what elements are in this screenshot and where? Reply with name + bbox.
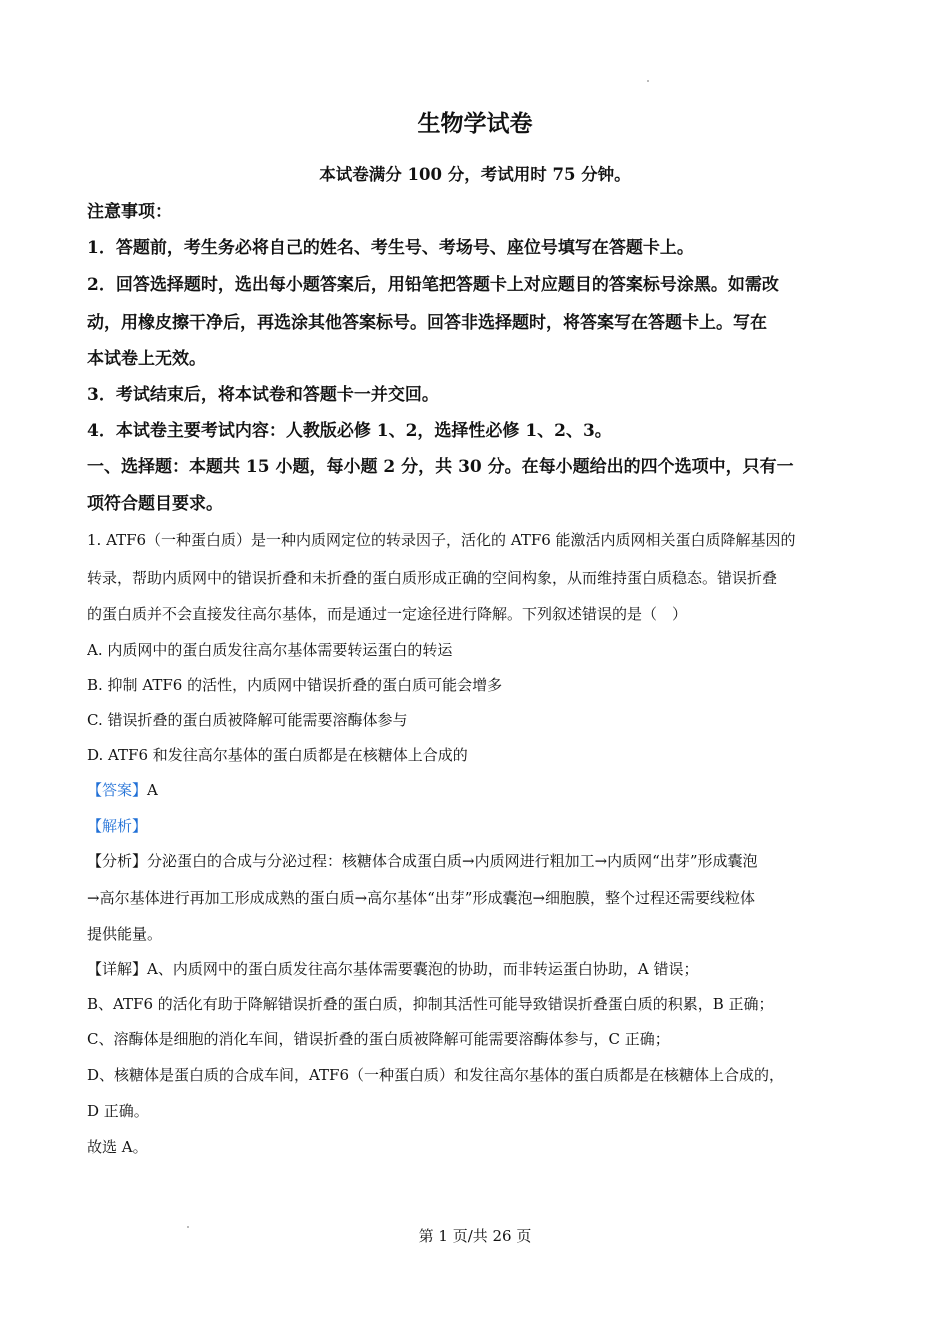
fenxi-line-2: →高尔基体进行再加工形成成熟的蛋白质→高尔基体“出芽”形成囊泡→细胞膜，整个过程还需要线粒体 xyxy=(87,889,756,907)
xiangjie-line-d1: D、核糖体是蛋白质的合成车间，ATF6（一种蛋白质）和发往高尔基体的蛋白质都是在核糖体上合成的， xyxy=(87,1066,784,1084)
option-c: C. 错误折叠的蛋白质被降解可能需要溶酶体参与 xyxy=(87,711,408,729)
fenxi-tag: 【分析】 xyxy=(87,852,148,870)
xiangjie-line-a xyxy=(87,957,863,981)
fenxi-line-1 xyxy=(87,849,863,873)
xiangjie-line-d2: D 正确。 xyxy=(87,1102,149,1120)
section-heading-line-2: 项符合题目要求。 xyxy=(87,494,223,514)
xiangjie-tag: 【详解】 xyxy=(87,960,148,978)
analysis-line xyxy=(87,814,863,838)
note-item-2-line-1: 2．回答选择题时，选出每小题答案后，用铅笔把答题卡上对应题目的答案标号涂黑。如需改 xyxy=(87,275,779,295)
analysis-tag: 【解析】 xyxy=(87,817,148,835)
option-d: D. ATF6 和发往高尔基体的蛋白质都是在核糖体上合成的 xyxy=(87,746,468,764)
exam-info: 本试卷满分 100 分，考试用时 75 分钟。 xyxy=(319,165,631,184)
page-speck xyxy=(647,80,649,82)
section-heading-line-1: 一、选择题：本题共 15 小题，每小题 2 分，共 30 分。在每小题给出的四个选项中，只有一 xyxy=(87,457,794,477)
fenxi-line-3: 提供能量。 xyxy=(87,925,163,943)
note-item-4: 4．本试卷主要考试内容：人教版必修 1、2，选择性必修 1、2、3。 xyxy=(87,421,612,441)
note-item-3: 3．考试结束后，将本试卷和答题卡一并交回。 xyxy=(87,385,439,405)
question-stem-line-1: 1. ATF6（一种蛋白质）是一种内质网定位的转录因子，活化的 ATF6 能激活内质网相关蛋白质降解基因的 xyxy=(87,531,796,549)
xiangjie-line-b: B、ATF6 的活化有助于降解错误折叠的蛋白质，抑制其活性可能导致错误折叠蛋白质的积累，B 正确； xyxy=(87,995,774,1013)
fenxi-text: 分泌蛋白的合成与分泌过程：核糖体合成蛋白质→内质网进行粗加工→内质网“出芽”形成囊泡 xyxy=(147,852,758,870)
xiangjie-line-c: C、溶酶体是细胞的消化车间，错误折叠的蛋白质被降解可能需要溶酶体参与，C 正确； xyxy=(87,1030,670,1048)
answer-line xyxy=(87,778,863,802)
conclusion: 故选 A。 xyxy=(87,1138,148,1156)
question-stem-line-2: 转录，帮助内质网中的错误折叠和未折叠的蛋白质形成正确的空间构象，从而维持蛋白质稳态。错误折叠 xyxy=(87,569,778,587)
option-a: A. 内质网中的蛋白质发往高尔基体需要转运蛋白的转运 xyxy=(87,641,453,659)
notes-heading: 注意事项： xyxy=(87,202,172,222)
answer-value: A xyxy=(147,781,158,799)
option-b: B. 抑制 ATF6 的活性，内质网中错误折叠的蛋白质可能会增多 xyxy=(87,676,503,694)
xiangjie-text-a: A、内质网中的蛋白质发往高尔基体需要囊泡的协助，而非转运蛋白协助，A 错误； xyxy=(147,960,699,978)
question-stem-line-3: 的蛋白质并不会直接发往高尔基体，而是通过一定途径进行降解。下列叙述错误的是（ ） xyxy=(87,605,688,623)
page-title: 生物学试卷 xyxy=(417,111,533,137)
note-item-1: 1．答题前，考生务必将自己的姓名、考生号、考场号、座位号填写在答题卡上。 xyxy=(87,238,694,258)
page-number: 第 1 页/共 26 页 xyxy=(418,1227,532,1245)
note-item-2-line-3: 本试卷上无效。 xyxy=(87,349,206,369)
note-item-2-line-2: 动，用橡皮擦干净后，再选涂其他答案标号。回答非选择题时，将答案写在答题卡上。写在 xyxy=(87,313,767,333)
answer-tag: 【答案】 xyxy=(87,781,148,799)
